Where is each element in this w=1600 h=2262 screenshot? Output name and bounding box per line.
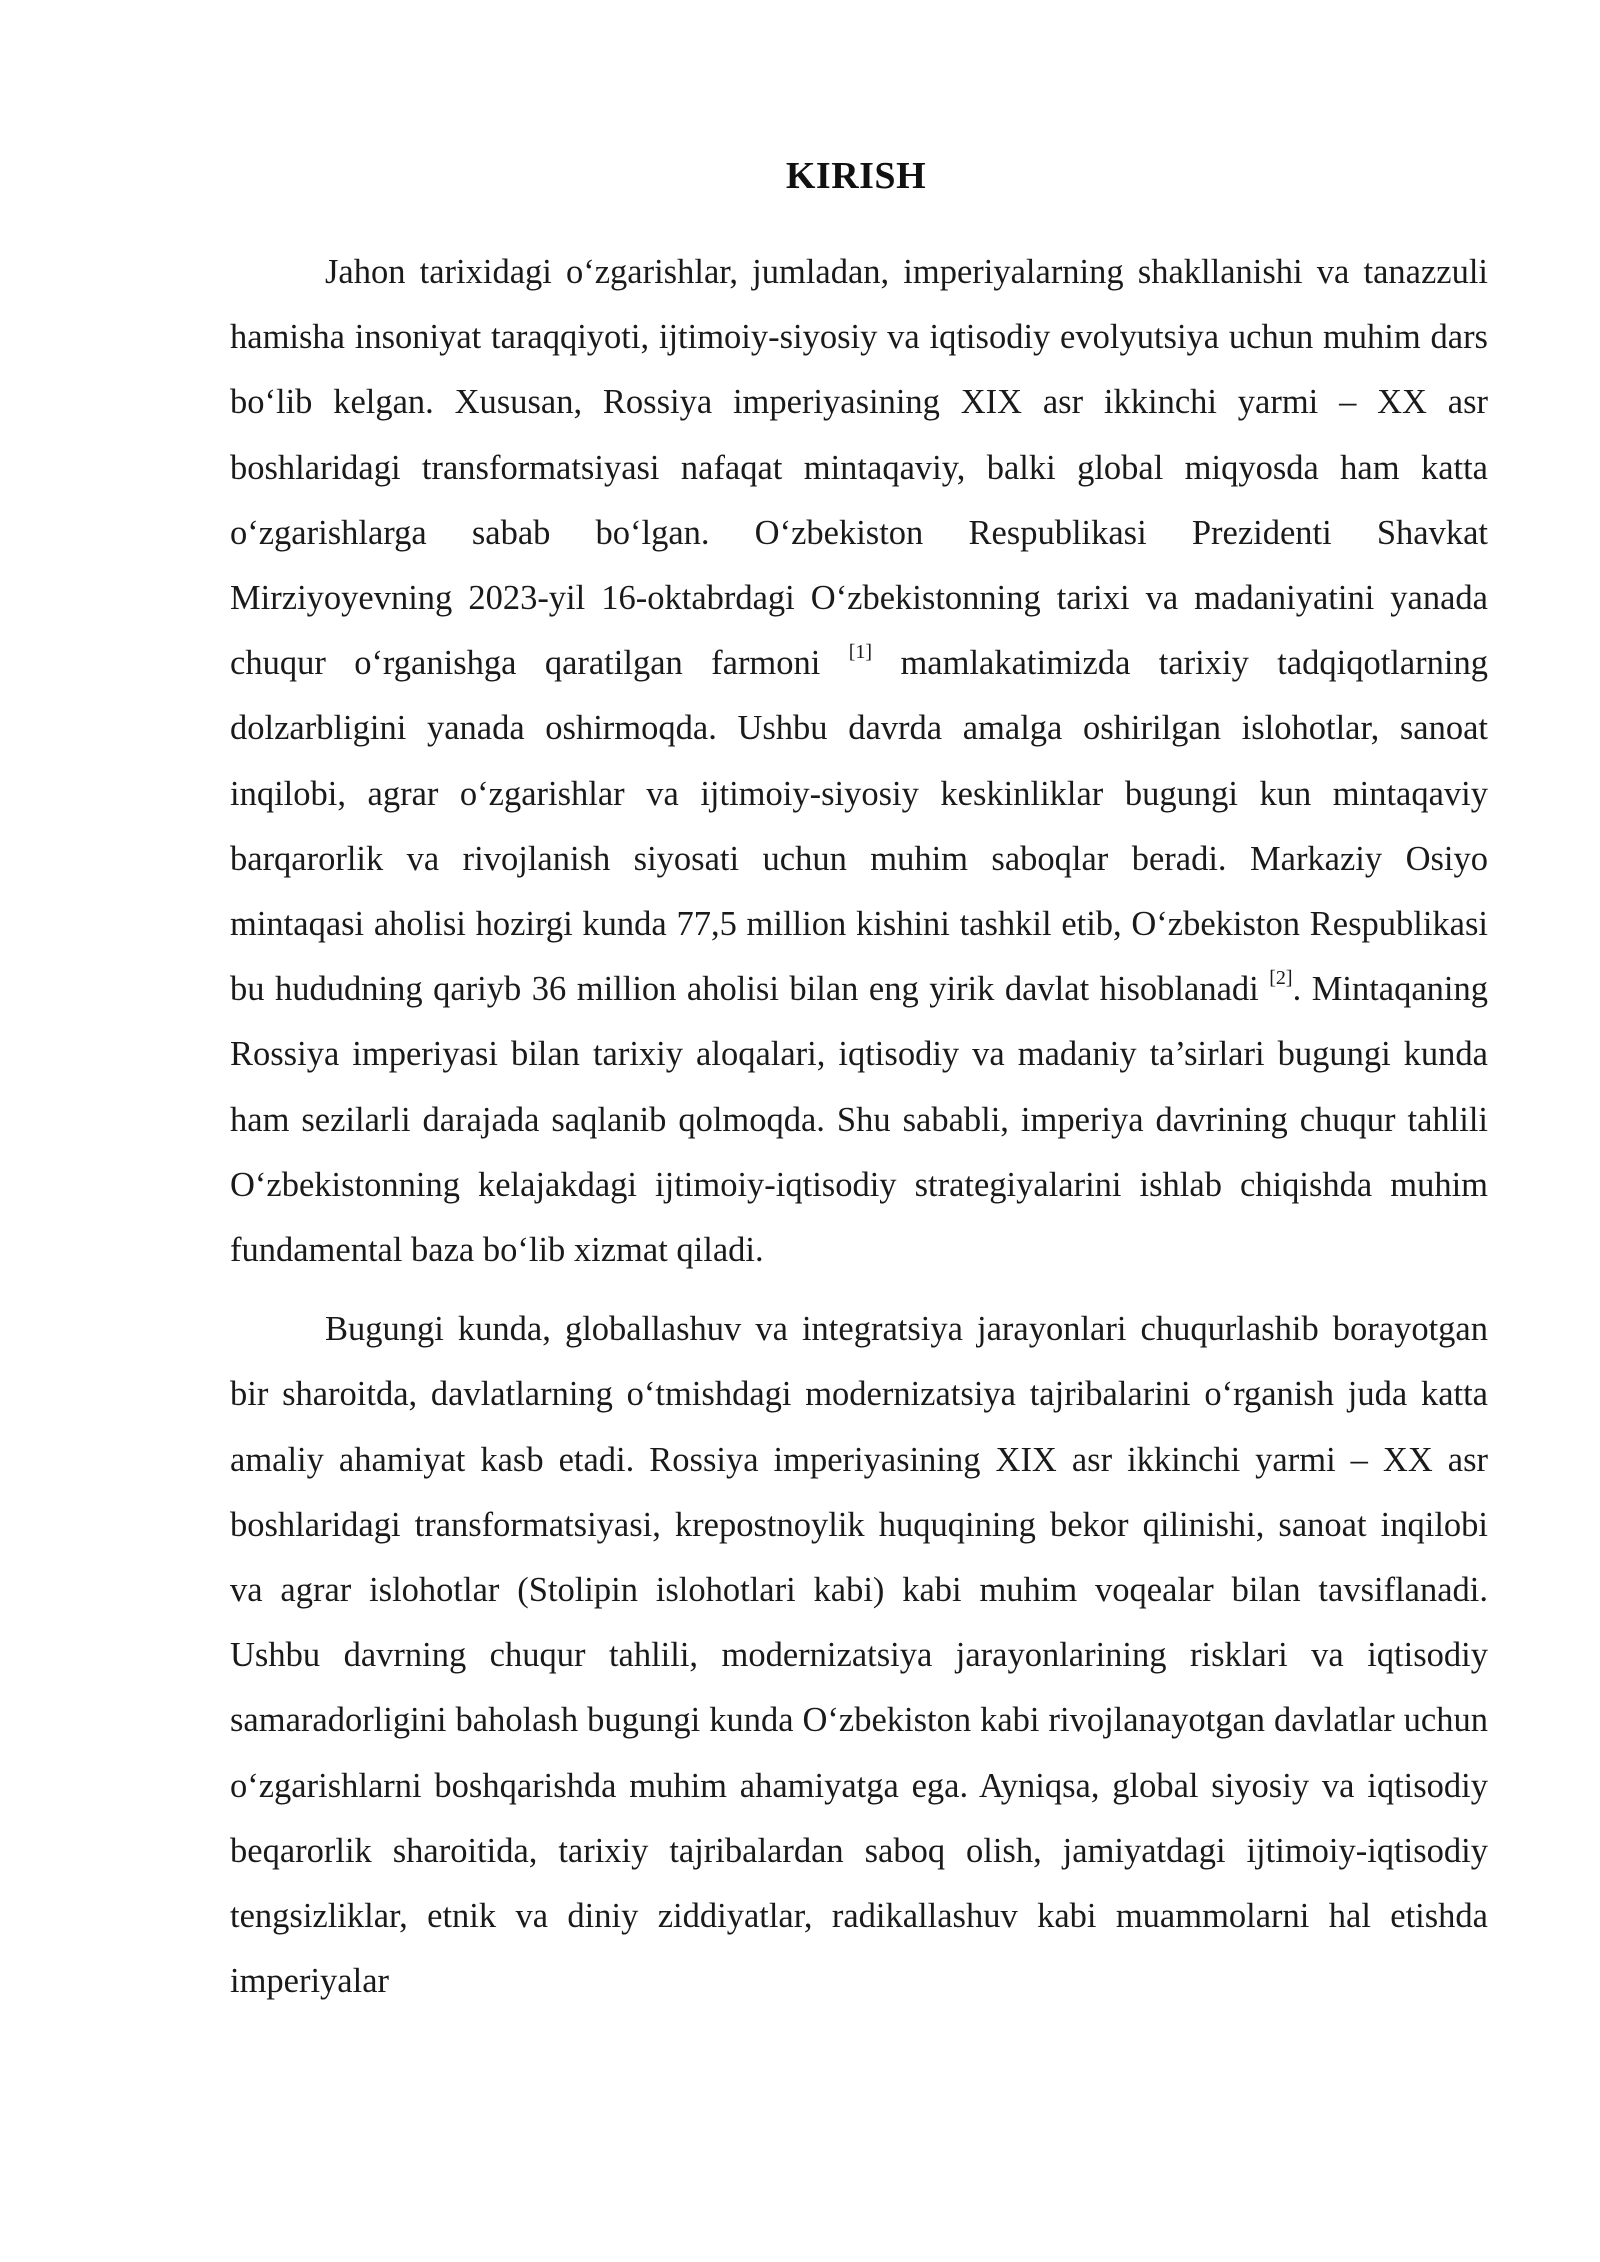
text-run: Jahon tarixidagi o‘zgarishlar, jumladan, imperiyalarning shakllanishi va tanazzuli hamisha insoniyat taraqqiyoti, ijtimoiy-siyosiy va iqtisodiy evolyutsiya uchun muhim dars bo‘lib kelgan. Xususan, Rossiya imperiyasining XIX asr ikkinchi yarmi – XX asr boshlaridagi transformatsiyasi nafaqat mintaqaviy, balki global miqyosda ham katta o‘zgarishlarga sabab bo‘lgan. O‘zbekiston Respublikasi Prezidenti Shavkat Mirziyoyevning 2023-yil 16-oktabrdagi O‘zbekistonning tarixi va madaniyatini yanada chuqur o‘rganishga qaratilgan farmoni [230,253,1488,683]
text-run: mamlakatimizda tarixiy tadqiqotlarning dolzarbligini yanada oshirmoqda. Ushbu davrda amalga oshirilgan islohotlar, sanoat inqilobi, agrar o‘zgarishlar va ijtimoiy-siyosiy keskinliklar bugungi kun mintaqaviy barqarorlik va rivojlanish siyosati uchun muhim saboqlar beradi. Markaziy Osiyo mintaqasi aholisi hozirgi kunda 77,5 million kishini tashkil etib, O‘zbekiston Respublikasi bu hududning qariyb 36 million aholisi bilan eng yirik davlat hisoblanadi [230,644,1489,1009]
paragraph-2 [230,1297,1488,2014]
footnote-ref-1: [1] [848,641,873,664]
document-body [230,240,1488,2014]
page-title: KIRISH [785,155,927,197]
paragraph-1 [230,240,1488,1283]
text-run: . Mintaqaning Rossiya imperiyasi bilan tarixiy aloqalari, iqtisodiy va madaniy ta’sirlari bugungi kunda ham sezilarli darajada saqlanib qolmoqda. Shu sababli, imperiya davrining chuqur tahlili O‘zbekistonning kelajakdagi ijtimoiy-iqtisodiy strategiyalarini ishlab chiqishda muhim fundamental baza bo‘lib xizmat qiladi. [230,970,1488,1270]
footnote-ref-2: [2] [1269,967,1293,990]
text-run: Bugungi kunda, globallashuv va integratsiya jarayonlari chuqurlashib borayotgan bir sharoitda, davlatlarning o‘tmishdagi modernizatsiya tajribalarini o‘rganish juda katta amaliy ahamiyat kasb etadi. Rossiya imperiyasining XIX asr ikkinchi yarmi – XX asr boshlaridagi transformatsiyasi, krepostnoylik huquqining bekor qilinishi, sanoat inqilobi va agrar islohotlar (Stolipin islohotlari kabi) kabi muhim voqealar bilan tavsiflanadi. Ushbu davrning chuqur tahlili, modernizatsiya jarayonlarining risklari va iqtisodiy samaradorligini baholash bugungi kunda O‘zbekiston kabi rivojlanayotgan davlatlar uchun o‘zgarishlarni boshqarishda muhim ahamiyatga ega. Ayniqsa, global siyosiy va iqtisodiy beqarorlik sharoitida, tarixiy tajribalardan saboq olish, jamiyatdagi ijtimoiy-iqtisodiy tengsizliklar, etnik va diniy ziddiyatlar, radikallashuv kabi muammolarni hal etishda imperiyalar [230,1310,1488,2001]
